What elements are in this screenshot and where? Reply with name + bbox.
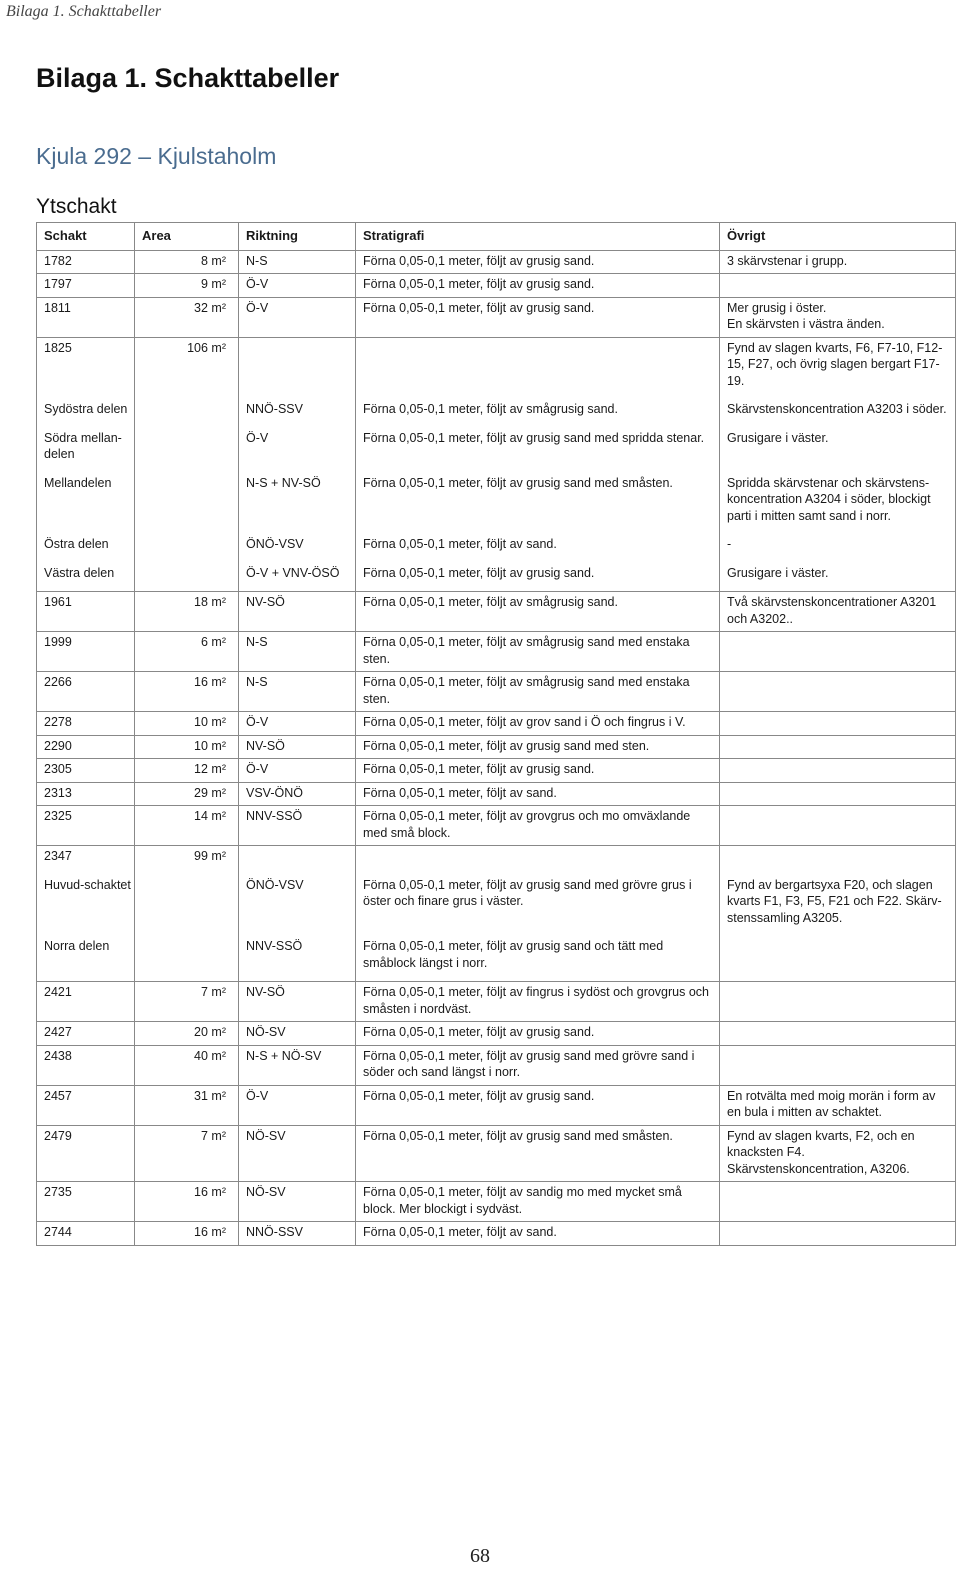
cell-riktning: NV-SÖ: [239, 735, 356, 759]
cell-riktning: ÖNÖ-VSV: [239, 875, 356, 937]
cell-schakt: Mellandelen: [37, 473, 135, 535]
cell-riktning: Ö-V: [239, 712, 356, 736]
table-subrow: [37, 473, 956, 535]
cell-area: [135, 473, 239, 535]
cell-schakt: Västra delen: [37, 563, 135, 592]
cell-schakt: 1811: [37, 297, 135, 337]
table-row: [37, 712, 956, 736]
cell-ovrigt: [720, 1182, 956, 1222]
cell-schakt: 1825: [37, 337, 135, 399]
cell-ovrigt: [720, 936, 956, 982]
column-header-stratigrafi: Stratigrafi: [356, 223, 720, 251]
table-row: [37, 337, 956, 399]
cell-area: 7 m²: [135, 1125, 239, 1182]
column-header-ovrigt: Övrigt: [720, 223, 956, 251]
table-row: [37, 1125, 956, 1182]
column-header-schakt: Schakt: [37, 223, 135, 251]
cell-stratigrafi: Förna 0,05-0,1 meter, följt av grusig sand med grövre grus i öster och finare grus i väster.: [356, 875, 720, 937]
cell-riktning: NNÖ-SSV: [239, 399, 356, 428]
cell-area: 99 m²: [135, 846, 239, 875]
cell-area: 18 m²: [135, 592, 239, 632]
cell-area: 31 m²: [135, 1085, 239, 1125]
cell-ovrigt: -: [720, 534, 956, 563]
cell-area: [135, 428, 239, 473]
cell-riktning: Ö-V: [239, 1085, 356, 1125]
cell-riktning: N-S + NÖ-SV: [239, 1045, 356, 1085]
cell-schakt: 2266: [37, 672, 135, 712]
cell-ovrigt: Fynd av slagen kvarts, F6, F7-10, F12-15, F27, och övrig slagen bergart F17-19.: [720, 337, 956, 399]
cell-schakt: 2421: [37, 982, 135, 1022]
cell-schakt: 2290: [37, 735, 135, 759]
cell-riktning: NNÖ-SSV: [239, 1222, 356, 1246]
cell-stratigrafi: Förna 0,05-0,1 meter, följt av smågrusig sand med enstaka sten.: [356, 672, 720, 712]
cell-schakt: 2278: [37, 712, 135, 736]
cell-riktning: NV-SÖ: [239, 592, 356, 632]
cell-riktning: Ö-V: [239, 759, 356, 783]
table-row: [37, 274, 956, 298]
cell-ovrigt: [720, 632, 956, 672]
cell-area: [135, 875, 239, 937]
cell-area: 10 m²: [135, 712, 239, 736]
cell-stratigrafi: [356, 846, 720, 875]
cell-riktning: Ö-V: [239, 428, 356, 473]
cell-riktning: NNV-SSÖ: [239, 936, 356, 982]
cell-area: [135, 399, 239, 428]
cell-ovrigt: Grusigare i väster.: [720, 563, 956, 592]
cell-riktning: [239, 337, 356, 399]
cell-stratigrafi: Förna 0,05-0,1 meter, följt av grusig sand med småsten.: [356, 473, 720, 535]
cell-ovrigt: [720, 846, 956, 875]
table-body: [37, 250, 956, 1245]
cell-schakt: 2347: [37, 846, 135, 875]
cell-area: 40 m²: [135, 1045, 239, 1085]
section-heading: Ytschakt: [36, 195, 117, 218]
table-row: [37, 782, 956, 806]
cell-ovrigt: Skärvstenskoncentration A3203 i söder.: [720, 399, 956, 428]
cell-area: 16 m²: [135, 1182, 239, 1222]
cell-ovrigt: Fynd av slagen kvarts, F2, och en knacksten F4. Skärvstenskoncentration, A3206.: [720, 1125, 956, 1182]
column-header-area: Area: [135, 223, 239, 251]
table-row: [37, 1045, 956, 1085]
cell-area: 9 m²: [135, 274, 239, 298]
cell-schakt: 2479: [37, 1125, 135, 1182]
cell-ovrigt: Spridda skärvstenar och skärvstens-koncentration A3204 i söder, blockigt parti i mitten samt sand i norr.: [720, 473, 956, 535]
cell-stratigrafi: Förna 0,05-0,1 meter, följt av sandig mo med mycket små block. Mer blockigt i sydväst.: [356, 1182, 720, 1222]
cell-ovrigt: [720, 806, 956, 846]
cell-riktning: Ö-V + VNV-ÖSÖ: [239, 563, 356, 592]
cell-riktning: NÖ-SV: [239, 1022, 356, 1046]
cell-riktning: NV-SÖ: [239, 982, 356, 1022]
table-row: [37, 672, 956, 712]
cell-schakt: 1999: [37, 632, 135, 672]
cell-stratigrafi: [356, 337, 720, 399]
cell-stratigrafi: Förna 0,05-0,1 meter, följt av fingrus i sydöst och grovgrus och småsten i nordväst.: [356, 982, 720, 1022]
table-subrow: [37, 936, 956, 982]
cell-ovrigt: Mer grusig i öster. En skärvsten i västra änden.: [720, 297, 956, 337]
cell-stratigrafi: Förna 0,05-0,1 meter, följt av grusig sand.: [356, 274, 720, 298]
cell-stratigrafi: Förna 0,05-0,1 meter, följt av sand.: [356, 534, 720, 563]
cell-stratigrafi: Förna 0,05-0,1 meter, följt av grovgrus och mo omväxlande med små block.: [356, 806, 720, 846]
cell-area: [135, 936, 239, 982]
cell-stratigrafi: Förna 0,05-0,1 meter, följt av smågrusig sand med enstaka sten.: [356, 632, 720, 672]
cell-ovrigt: [720, 274, 956, 298]
cell-ovrigt: En rotvälta med moig morän i form av en bula i mitten av schaktet.: [720, 1085, 956, 1125]
cell-schakt: Huvud-schaktet: [37, 875, 135, 937]
table-row: [37, 1085, 956, 1125]
cell-riktning: N-S: [239, 250, 356, 274]
cell-schakt: Norra delen: [37, 936, 135, 982]
cell-stratigrafi: Förna 0,05-0,1 meter, följt av grusig sand.: [356, 759, 720, 783]
cell-area: 106 m²: [135, 337, 239, 399]
running-head: Bilaga 1. Schakttabeller: [6, 3, 162, 20]
cell-area: 20 m²: [135, 1022, 239, 1046]
cell-stratigrafi: Förna 0,05-0,1 meter, följt av grusig sand med småsten.: [356, 1125, 720, 1182]
cell-ovrigt: Fynd av bergartsyxa F20, och slagen kvarts F1, F3, F5, F21 och F22. Skärv-stenssamling A3205.: [720, 875, 956, 937]
page-number: 68: [470, 1545, 490, 1567]
table-row: [37, 632, 956, 672]
cell-ovrigt: [720, 782, 956, 806]
table-row: [37, 250, 956, 274]
cell-area: 32 m²: [135, 297, 239, 337]
cell-stratigrafi: Förna 0,05-0,1 meter, följt av grusig sand med spridda stenar.: [356, 428, 720, 473]
page-subtitle: Kjula 292 – Kjulstaholm: [36, 143, 277, 169]
table-row: [37, 806, 956, 846]
table-row: [37, 982, 956, 1022]
table-row: [37, 759, 956, 783]
cell-stratigrafi: Förna 0,05-0,1 meter, följt av sand.: [356, 1222, 720, 1246]
cell-ovrigt: [720, 712, 956, 736]
cell-stratigrafi: Förna 0,05-0,1 meter, följt av grusig sand.: [356, 563, 720, 592]
cell-stratigrafi: Förna 0,05-0,1 meter, följt av grusig sand med grövre sand i söder och sand längst i norr.: [356, 1045, 720, 1085]
cell-ovrigt: [720, 1022, 956, 1046]
cell-area: 16 m²: [135, 1222, 239, 1246]
column-header-riktning: Riktning: [239, 223, 356, 251]
cell-schakt: 2438: [37, 1045, 135, 1085]
table-row: [37, 846, 956, 875]
cell-stratigrafi: Förna 0,05-0,1 meter, följt av sand.: [356, 782, 720, 806]
cell-riktning: Ö-V: [239, 297, 356, 337]
cell-ovrigt: [720, 1045, 956, 1085]
cell-area: 14 m²: [135, 806, 239, 846]
cell-riktning: ÖNÖ-VSV: [239, 534, 356, 563]
cell-schakt: 2744: [37, 1222, 135, 1246]
cell-area: [135, 563, 239, 592]
cell-riktning: NNV-SSÖ: [239, 806, 356, 846]
cell-area: 16 m²: [135, 672, 239, 712]
cell-riktning: [239, 846, 356, 875]
cell-ovrigt: Grusigare i väster.: [720, 428, 956, 473]
cell-riktning: NÖ-SV: [239, 1182, 356, 1222]
cell-area: 10 m²: [135, 735, 239, 759]
cell-ovrigt: 3 skärvstenar i grupp.: [720, 250, 956, 274]
cell-riktning: N-S + NV-SÖ: [239, 473, 356, 535]
cell-area: [135, 534, 239, 563]
table-row: [37, 1222, 956, 1246]
cell-ovrigt: Två skärvstenskoncentrationer A3201 och A3202..: [720, 592, 956, 632]
cell-ovrigt: [720, 735, 956, 759]
table-row: [37, 592, 956, 632]
cell-riktning: Ö-V: [239, 274, 356, 298]
table-subrow: [37, 875, 956, 937]
cell-stratigrafi: Förna 0,05-0,1 meter, följt av grusig sand.: [356, 297, 720, 337]
cell-schakt: 1797: [37, 274, 135, 298]
cell-stratigrafi: Förna 0,05-0,1 meter, följt av grusig sand.: [356, 1022, 720, 1046]
cell-schakt: 2305: [37, 759, 135, 783]
table-row: [37, 1022, 956, 1046]
schakt-table: [36, 222, 956, 1246]
cell-schakt: 2427: [37, 1022, 135, 1046]
cell-stratigrafi: Förna 0,05-0,1 meter, följt av grusig sand.: [356, 250, 720, 274]
cell-area: 8 m²: [135, 250, 239, 274]
cell-schakt: Södra mellan-delen: [37, 428, 135, 473]
cell-schakt: 1961: [37, 592, 135, 632]
cell-ovrigt: [720, 672, 956, 712]
table-row: [37, 297, 956, 337]
cell-schakt: 2313: [37, 782, 135, 806]
table-header-row: [37, 223, 956, 251]
cell-area: 12 m²: [135, 759, 239, 783]
cell-schakt: 2457: [37, 1085, 135, 1125]
table-subrow: [37, 428, 956, 473]
cell-stratigrafi: Förna 0,05-0,1 meter, följt av grov sand i Ö och fingrus i V.: [356, 712, 720, 736]
cell-stratigrafi: Förna 0,05-0,1 meter, följt av grusig sand med sten.: [356, 735, 720, 759]
table-row: [37, 1182, 956, 1222]
cell-schakt: 2735: [37, 1182, 135, 1222]
cell-riktning: N-S: [239, 672, 356, 712]
cell-schakt: 2325: [37, 806, 135, 846]
cell-riktning: NÖ-SV: [239, 1125, 356, 1182]
cell-stratigrafi: Förna 0,05-0,1 meter, följt av smågrusig sand.: [356, 399, 720, 428]
cell-stratigrafi: Förna 0,05-0,1 meter, följt av grusig sand.: [356, 1085, 720, 1125]
table-subrow: [37, 534, 956, 563]
table-subrow: [37, 563, 956, 592]
cell-area: 29 m²: [135, 782, 239, 806]
cell-riktning: N-S: [239, 632, 356, 672]
cell-ovrigt: [720, 759, 956, 783]
cell-area: 6 m²: [135, 632, 239, 672]
cell-schakt: Östra delen: [37, 534, 135, 563]
cell-riktning: VSV-ÖNÖ: [239, 782, 356, 806]
cell-stratigrafi: Förna 0,05-0,1 meter, följt av smågrusig sand.: [356, 592, 720, 632]
cell-area: 7 m²: [135, 982, 239, 1022]
table-row: [37, 735, 956, 759]
cell-stratigrafi: Förna 0,05-0,1 meter, följt av grusig sand och tätt med småblock längst i norr.: [356, 936, 720, 982]
table-subrow: [37, 399, 956, 428]
cell-schakt: 1782: [37, 250, 135, 274]
cell-ovrigt: [720, 1222, 956, 1246]
cell-ovrigt: [720, 982, 956, 1022]
cell-schakt: Sydöstra delen: [37, 399, 135, 428]
page-title: Bilaga 1. Schakttabeller: [36, 63, 340, 93]
